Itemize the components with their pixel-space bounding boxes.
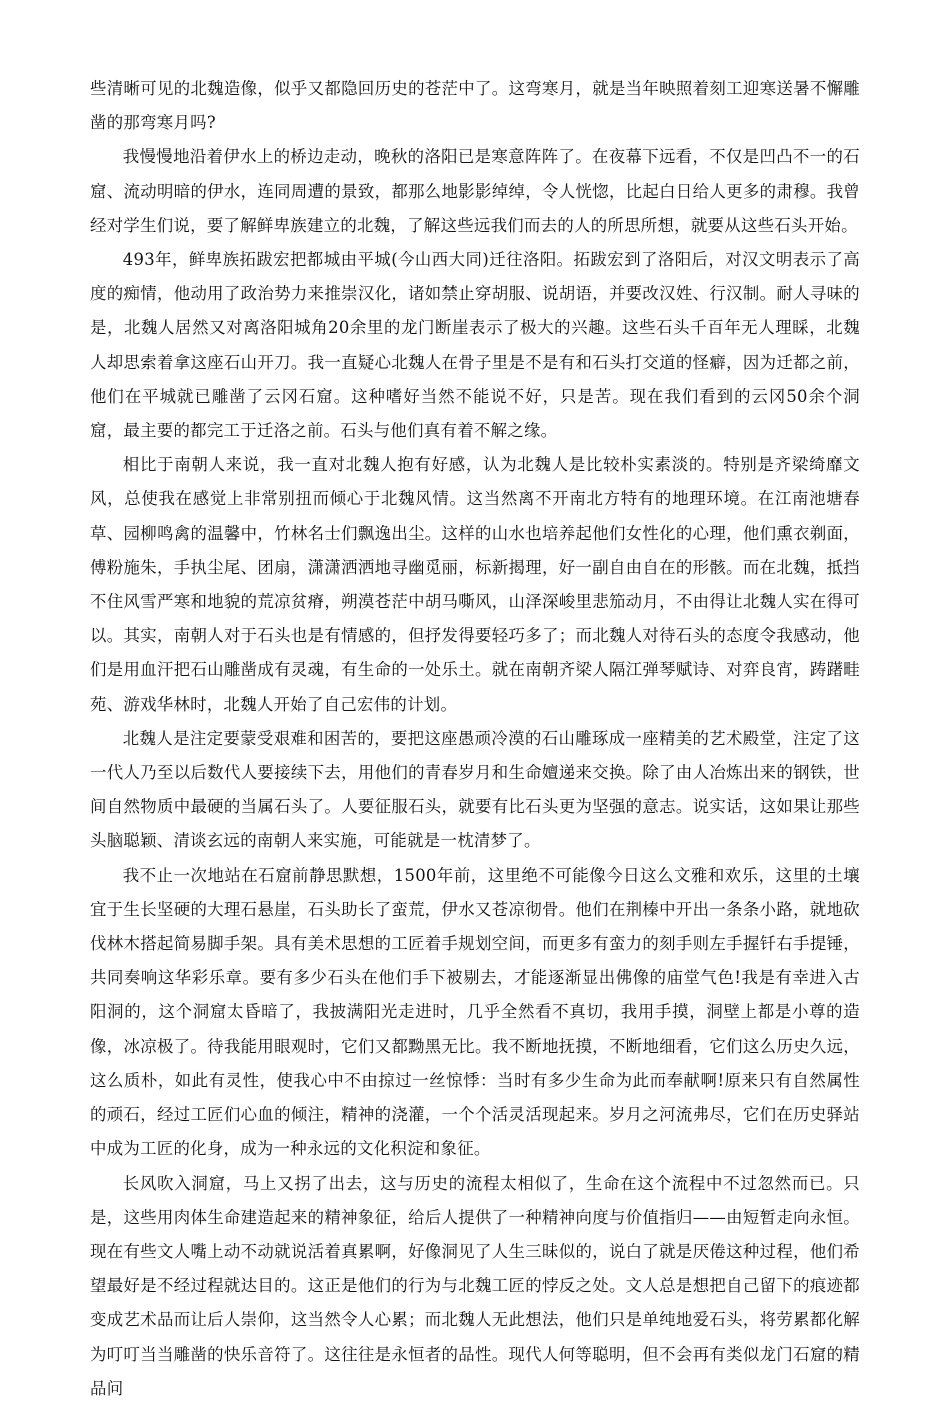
paragraph-3: 493年，鲜卑族拓跋宏把都城由平城(今山西大同)迁往洛阳。拓跋宏到了洛阳后，对汉文明表示了高度的痴情，他动用了政治势力来推崇汉化，诸如禁止穿胡服、说胡语，并要改汉姓、行汉制。耐人寻味的是，北魏人居然又对离洛阳城角20余里的龙门断崖表示了极大的兴趣。这些石头千百年无人理睬，北魏人却思索着拿这座石山开刀。我一直疑心北魏人在骨子里是不是有和石头打交道的怪癖，因为迁都之前，他们在平城就已雕凿了云冈石窟。这种嗜好当然不能说不好，只是苦。现在我们看到的云冈50余个洞窟，最主要的都完工于迁洛之前。石头与他们真有着不解之缘。 <box>90 250 860 441</box>
paragraph-6: 我不止一次地站在石窟前静思默想，1500年前，这里绝不可能像今日这么文雅和欢乐，这里的土壤宜于生长坚硬的大理石悬崖，石头助长了蛮荒，伊水又苍凉彻骨。他们在荆榛中开出一条条小路，就地砍伐林木搭起简易脚手架。具有美术思想的工匠着手规划空间，而更多有蛮力的刻手则左手握钎右手提锤，共同奏响这华彩乐章。要有多少石头在他们手下被剔去，才能逐渐显出佛像的庙堂气色!我是有幸进入古阳洞的，这个洞窟太昏暗了，我披满阳光走进时，几乎全然看不真切，我用手摸，洞壁上都是小尊的造像，冰凉极了。待我能用眼观时，它们又都黝黑无比。我不断地抚摸，不断地细看，它们这么历史久远，这么质朴，如此有灵性，使我心中不由掠过一丝惊悸：当时有多少生命为此而奉献啊!原来只有自然属性的顽石，经过工匠们心血的倾注，精神的浇灌，一个个活灵活现起来。岁月之河流弗尽，它们在历史驿站中成为工匠的化身，成为一种永远的文化积淀和象征。 <box>90 865 860 1159</box>
paragraph-2: 我慢慢地沿着伊水上的桥边走动，晚秋的洛阳已是寒意阵阵了。在夜幕下远看，不仅是凹凸不一的石窟、流动明暗的伊水，连同周遭的景致，都那么地影影绰绰，令人恍惚，比起白日给人更多的肃穆。我曾经对学生们说，要了解鲜卑族建立的北魏，了解这些远我们而去的人的所思所想，就要从这些石头开始。 <box>90 147 860 235</box>
paragraph-5: 北魏人是注定要蒙受艰难和困苦的，要把这座愚顽冷漠的石山雕琢成一座精美的艺术殿堂，注定了这一代人乃至以后数代人要接续下去，用他们的青春岁月和生命嬗递来交换。除了由人冶炼出来的钢铁，世间自然物质中最硬的当属石头了。人要征服石头，就要有比石头更为坚强的意志。说实话，这如果让那些头脑聪颖、清谈玄远的南朝人来实施，可能就是一枕清梦了。 <box>90 728 860 851</box>
paragraph-7: 长风吹入洞窟，马上又拐了出去，这与历史的流程太相似了，生命在这个流程中不过忽然而已。只是，这些用肉体生命建造起来的精神象征，给后人提供了一种精神向度与价值指归——由短暂走向永恒。现在有些文人嘴上动不动就说活着真累啊，好像洞见了人生三昧似的，说白了就是厌倦这种过程，他们希望最好是不经过程就达目的。这正是他们的行为与北魏工匠的悖反之处。文人总是想把自己留下的痕迹都变成艺术品而让后人崇仰，这当然令人心累；而北魏人无此想法，他们只是单纯地爱石头，将劳累都化解为叮叮当当雕凿的快乐音符了。这往往是永恒者的品性。现代人何等聪明，但不会再有类似龙门石窟的精品问 <box>90 1173 860 1398</box>
document-body <box>90 72 860 1406</box>
paragraph-1: 些清晰可见的北魏造像，似乎又都隐回历史的苍茫中了。这弯寒月，就是当年映照着刻工迎寒送暑不懈雕凿的那弯寒月吗? <box>90 79 860 133</box>
paragraph-4: 相比于南朝人来说，我一直对北魏人抱有好感，认为北魏人是比较朴实素淡的。特别是齐梁绮靡文风，总使我在感觉上非常别扭而倾心于北魏风情。这当然离不开南北方特有的地理环境。在江南池塘春草、园柳鸣禽的温馨中，竹林名士们飘逸出尘。这样的山水也培养起他们女性化的心理，他们熏衣剃面，傅粉施朱，手执尘尾、团扇，潇潇洒洒地寻幽觅丽，标新揭理，好一副自由自在的形骸。而在北魏，抵挡不住风雪严寒和地貌的荒凉贫瘠，朔漠苍茫中胡马嘶风，山泽深峻里悲笳动月，不由得让北魏人实在得可以。其实，南朝人对于石头也是有情感的，但抒发得要轻巧多了；而北魏人对待石头的态度令我感动，他们是用血汗把石山雕凿成有灵魂，有生命的一处乐土。就在南朝齐梁人隔江弹琴赋诗、对弈良宵，踌躇畦苑、游戏华林时，北魏人开始了自己宏伟的计划。 <box>90 455 860 714</box>
